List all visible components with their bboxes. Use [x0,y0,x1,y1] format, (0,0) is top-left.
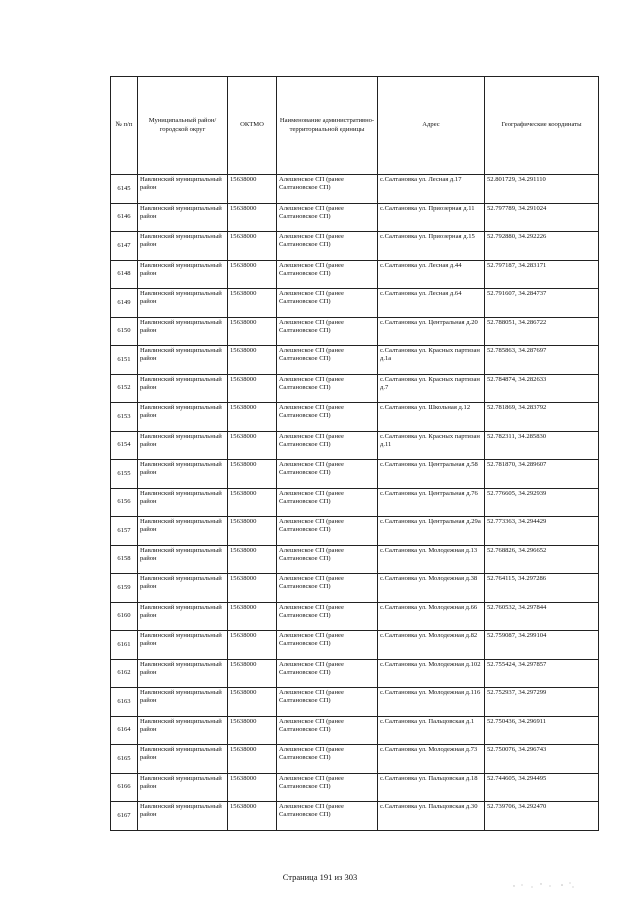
cell-num: 6161 [111,631,138,660]
cell-oktmo: 15638000 [228,745,277,774]
register-table [110,76,599,831]
cell-address: с.Салтановка ул. Красных партизан д.11 [378,431,485,460]
cell-coords: 52.760532, 34.297844 [485,602,599,631]
cell-oktmo: 15638000 [228,716,277,745]
cell-district: Навлинский муниципальный район [138,488,228,517]
cell-address: с.Салтановка ул. Пальцовская д.1 [378,716,485,745]
cell-coords: 52.739706, 34.292470 [485,802,599,831]
cell-unit: Алешенское СП (ранее Салтановское СП) [277,289,378,318]
cell-oktmo: 15638000 [228,773,277,802]
table-row [111,203,599,232]
cell-unit: Алешенское СП (ранее Салтановское СП) [277,602,378,631]
cell-unit: Алешенское СП (ранее Салтановское СП) [277,460,378,489]
cell-unit: Алешенское СП (ранее Салтановское СП) [277,574,378,603]
cell-district: Навлинский муниципальный район [138,631,228,660]
cell-num: 6155 [111,460,138,489]
cell-oktmo: 15638000 [228,203,277,232]
cell-district: Навлинский муниципальный район [138,659,228,688]
cell-oktmo: 15638000 [228,574,277,603]
cell-address: с.Салтановка ул. Красных партизан д.1а [378,346,485,375]
table-row [111,175,599,204]
table-row [111,688,599,717]
cell-unit: Алешенское СП (ранее Салтановское СП) [277,745,378,774]
cell-coords: 52.750436, 34.296911 [485,716,599,745]
cell-oktmo: 15638000 [228,317,277,346]
cell-address: с.Салтановка ул. Молодежная д.13 [378,545,485,574]
cell-oktmo: 15638000 [228,374,277,403]
cell-unit: Алешенское СП (ранее Салтановское СП) [277,232,378,261]
cell-unit: Алешенское СП (ранее Салтановское СП) [277,403,378,432]
cell-unit: Алешенское СП (ранее Салтановское СП) [277,488,378,517]
cell-address: с.Салтановка ул. Лесная д.17 [378,175,485,204]
table-row [111,659,599,688]
cell-district: Навлинский муниципальный район [138,346,228,375]
cell-oktmo: 15638000 [228,289,277,318]
cell-unit: Алешенское СП (ранее Салтановское СП) [277,431,378,460]
cell-address: с.Салтановка ул. Приозерная д.11 [378,203,485,232]
cell-oktmo: 15638000 [228,602,277,631]
cell-num: 6148 [111,260,138,289]
cell-num: 6156 [111,488,138,517]
cell-num: 6152 [111,374,138,403]
cell-num: 6160 [111,602,138,631]
cell-num: 6149 [111,289,138,318]
cell-district: Навлинский муниципальный район [138,716,228,745]
table-row [111,517,599,546]
table-row [111,374,599,403]
table-body [111,175,599,831]
cell-unit: Алешенское СП (ранее Салтановское СП) [277,517,378,546]
table-row [111,232,599,261]
cell-oktmo: 15638000 [228,631,277,660]
table-row [111,631,599,660]
cell-district: Навлинский муниципальный район [138,317,228,346]
cell-coords: 52.764115, 34.297286 [485,574,599,603]
cell-num: 6145 [111,175,138,204]
cell-district: Навлинский муниципальный район [138,545,228,574]
cell-oktmo: 15638000 [228,232,277,261]
header-oktmo: ОКТМО [228,77,277,175]
cell-address: с.Салтановка ул. Молодежная д.73 [378,745,485,774]
cell-num: 6163 [111,688,138,717]
table-row [111,716,599,745]
table-row [111,488,599,517]
cell-unit: Алешенское СП (ранее Салтановское СП) [277,659,378,688]
cell-district: Навлинский муниципальный район [138,203,228,232]
cell-num: 6164 [111,716,138,745]
cell-oktmo: 15638000 [228,346,277,375]
cell-district: Навлинский муниципальный район [138,431,228,460]
cell-num: 6146 [111,203,138,232]
header-unit: Наименование административно-территориальной единицы [277,77,378,175]
table-row [111,346,599,375]
cell-oktmo: 15638000 [228,175,277,204]
cell-num: 6162 [111,659,138,688]
cell-coords: 52.776605, 34.292939 [485,488,599,517]
cell-coords: 52.768826, 34.296652 [485,545,599,574]
table-row [111,802,599,831]
table-row [111,773,599,802]
cell-address: с.Салтановка ул. Молодежная д.116 [378,688,485,717]
cell-oktmo: 15638000 [228,488,277,517]
cell-oktmo: 15638000 [228,802,277,831]
cell-district: Навлинский муниципальный район [138,745,228,774]
cell-address: с.Салтановка ул. Молодежная д.102 [378,659,485,688]
cell-unit: Алешенское СП (ранее Салтановское СП) [277,260,378,289]
cell-address: с.Салтановка ул. Центральная д.29а [378,517,485,546]
cell-coords: 52.788051, 34.286722 [485,317,599,346]
table-row [111,460,599,489]
cell-address: с.Салтановка ул. Центральная д.58 [378,460,485,489]
cell-num: 6154 [111,431,138,460]
cell-district: Навлинский муниципальный район [138,175,228,204]
cell-district: Навлинский муниципальный район [138,688,228,717]
cell-num: 6158 [111,545,138,574]
cell-num: 6157 [111,517,138,546]
cell-oktmo: 15638000 [228,688,277,717]
cell-unit: Алешенское СП (ранее Салтановское СП) [277,203,378,232]
cell-district: Навлинский муниципальный район [138,517,228,546]
cell-unit: Алешенское СП (ранее Салтановское СП) [277,716,378,745]
cell-num: 6147 [111,232,138,261]
cell-num: 6165 [111,745,138,774]
cell-district: Навлинский муниципальный район [138,403,228,432]
table-row [111,289,599,318]
cell-district: Навлинский муниципальный район [138,802,228,831]
cell-coords: 52.781869, 34.283792 [485,403,599,432]
cell-address: с.Салтановка ул. Пальцовская д.18 [378,773,485,802]
cell-oktmo: 15638000 [228,545,277,574]
table-row [111,317,599,346]
cell-unit: Алешенское СП (ранее Салтановское СП) [277,317,378,346]
scan-noise-mark [510,880,580,890]
cell-coords: 52.752937, 34.297299 [485,688,599,717]
cell-coords: 52.801729, 34.291110 [485,175,599,204]
table-row [111,431,599,460]
cell-num: 6151 [111,346,138,375]
cell-unit: Алешенское СП (ранее Салтановское СП) [277,631,378,660]
cell-coords: 52.791607, 34.284737 [485,289,599,318]
cell-oktmo: 15638000 [228,403,277,432]
cell-coords: 52.797187, 34.283171 [485,260,599,289]
cell-address: с.Салтановка ул. Пальцовская д.30 [378,802,485,831]
cell-district: Навлинский муниципальный район [138,289,228,318]
page-number: Страница 191 из 303 [282,872,358,882]
cell-district: Навлинский муниципальный район [138,232,228,261]
cell-address: с.Салтановка ул. Лесная д.64 [378,289,485,318]
cell-num: 6150 [111,317,138,346]
header-num: № п/п [111,77,138,175]
cell-unit: Алешенское СП (ранее Салтановское СП) [277,374,378,403]
cell-district: Навлинский муниципальный район [138,773,228,802]
cell-num: 6153 [111,403,138,432]
cell-coords: 52.755424, 34.297857 [485,659,599,688]
cell-num: 6167 [111,802,138,831]
table-row [111,545,599,574]
cell-address: с.Салтановка ул. Школьная д.12 [378,403,485,432]
cell-coords: 52.744605, 34.294495 [485,773,599,802]
cell-unit: Алешенское СП (ранее Салтановское СП) [277,346,378,375]
cell-address: с.Салтановка ул. Молодежная д.66 [378,602,485,631]
cell-address: с.Салтановка ул. Молодежная д.38 [378,574,485,603]
cell-address: с.Салтановка ул. Лесная д.44 [378,260,485,289]
cell-coords: 52.785863, 34.287697 [485,346,599,375]
cell-oktmo: 15638000 [228,517,277,546]
cell-coords: 52.784874, 34.282633 [485,374,599,403]
cell-coords: 52.797789, 34.291024 [485,203,599,232]
cell-unit: Алешенское СП (ранее Салтановское СП) [277,175,378,204]
cell-coords: 52.750076, 34.296743 [485,745,599,774]
table-row [111,260,599,289]
cell-oktmo: 15638000 [228,460,277,489]
cell-district: Навлинский муниципальный район [138,574,228,603]
cell-district: Навлинский муниципальный район [138,374,228,403]
cell-address: с.Салтановка ул. Центральная д.20 [378,317,485,346]
cell-address: с.Салтановка ул. Молодежная д.82 [378,631,485,660]
cell-district: Навлинский муниципальный район [138,602,228,631]
table-row [111,403,599,432]
cell-unit: Алешенское СП (ранее Салтановское СП) [277,688,378,717]
cell-num: 6166 [111,773,138,802]
cell-oktmo: 15638000 [228,431,277,460]
cell-coords: 52.782311, 34.285830 [485,431,599,460]
cell-unit: Алешенское СП (ранее Салтановское СП) [277,545,378,574]
cell-district: Навлинский муниципальный район [138,460,228,489]
cell-district: Навлинский муниципальный район [138,260,228,289]
cell-address: с.Салтановка ул. Центральная д.76 [378,488,485,517]
cell-num: 6159 [111,574,138,603]
cell-address: с.Салтановка ул. Приозерная д.15 [378,232,485,261]
table-row [111,745,599,774]
cell-unit: Алешенское СП (ранее Салтановское СП) [277,773,378,802]
cell-oktmo: 15638000 [228,659,277,688]
table-row [111,574,599,603]
table-header-row [111,77,599,175]
header-coords: Географические координаты [485,77,599,175]
cell-unit: Алешенское СП (ранее Салтановское СП) [277,802,378,831]
header-district: Муниципальный район/городской округ [138,77,228,175]
cell-address: с.Салтановка ул. Красных партизан д.7 [378,374,485,403]
table-row [111,602,599,631]
cell-coords: 52.773363, 34.294429 [485,517,599,546]
cell-coords: 52.759087, 34.299104 [485,631,599,660]
cell-coords: 52.781870, 34.289607 [485,460,599,489]
header-address: Адрес [378,77,485,175]
cell-coords: 52.792880, 34.292226 [485,232,599,261]
cell-oktmo: 15638000 [228,260,277,289]
